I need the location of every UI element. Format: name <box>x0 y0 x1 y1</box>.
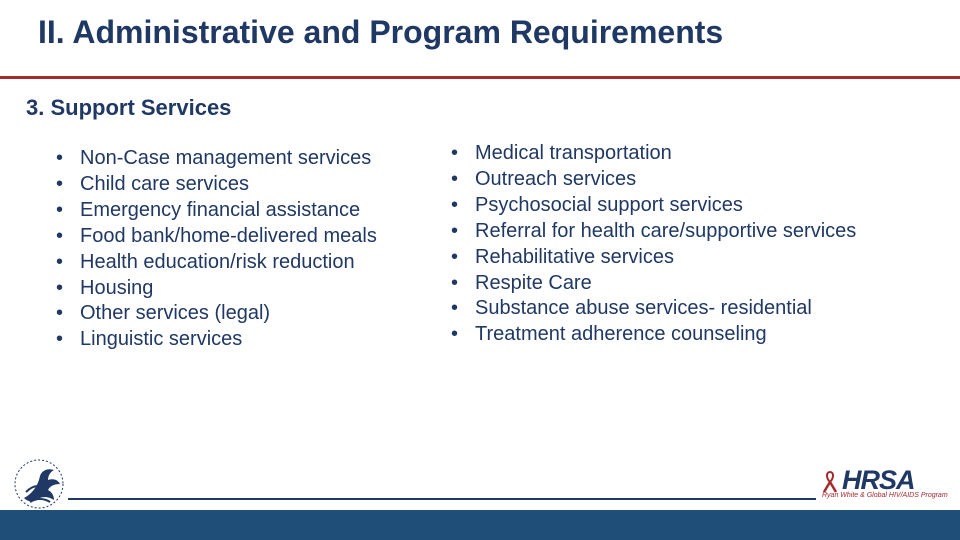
list-item: • Psychosocial support services <box>451 193 856 219</box>
ribbon-icon <box>820 470 840 494</box>
footer-bar <box>0 510 960 540</box>
list-item: • Respite Care <box>451 271 856 297</box>
list-item: • Linguistic services <box>56 327 377 353</box>
list-item: • Other services (legal) <box>56 301 377 327</box>
list-item: • Housing <box>56 276 377 302</box>
hrsa-tagline: Ryan White & Global HIV/AIDS Program <box>822 492 948 499</box>
list-item: • Substance abuse services- residential <box>451 296 856 322</box>
footer-divider <box>68 498 816 500</box>
left-services-list <box>56 146 377 353</box>
list-item: • Outreach services <box>451 167 856 193</box>
section-heading: 3. Support Services <box>26 95 232 120</box>
right-services-list <box>451 141 856 348</box>
list-item: • Health education/risk reduction <box>56 250 377 276</box>
list-item: • Emergency financial assistance <box>56 198 377 224</box>
list-item: • Child care services <box>56 172 377 198</box>
list-item: • Referral for health care/supportive services <box>451 219 856 245</box>
hhs-eagle-icon <box>10 458 68 510</box>
title-divider <box>0 76 960 79</box>
hrsa-wordmark: HRSA <box>842 465 915 495</box>
list-item: • Rehabilitative services <box>451 245 856 271</box>
list-item: • Treatment adherence counseling <box>451 322 856 348</box>
list-item: • Non-Case management services <box>56 146 377 172</box>
page-title: II. Administrative and Program Requirements <box>38 14 724 50</box>
list-item: • Food bank/home-delivered meals <box>56 224 377 250</box>
list-item: • Medical transportation <box>451 141 856 167</box>
